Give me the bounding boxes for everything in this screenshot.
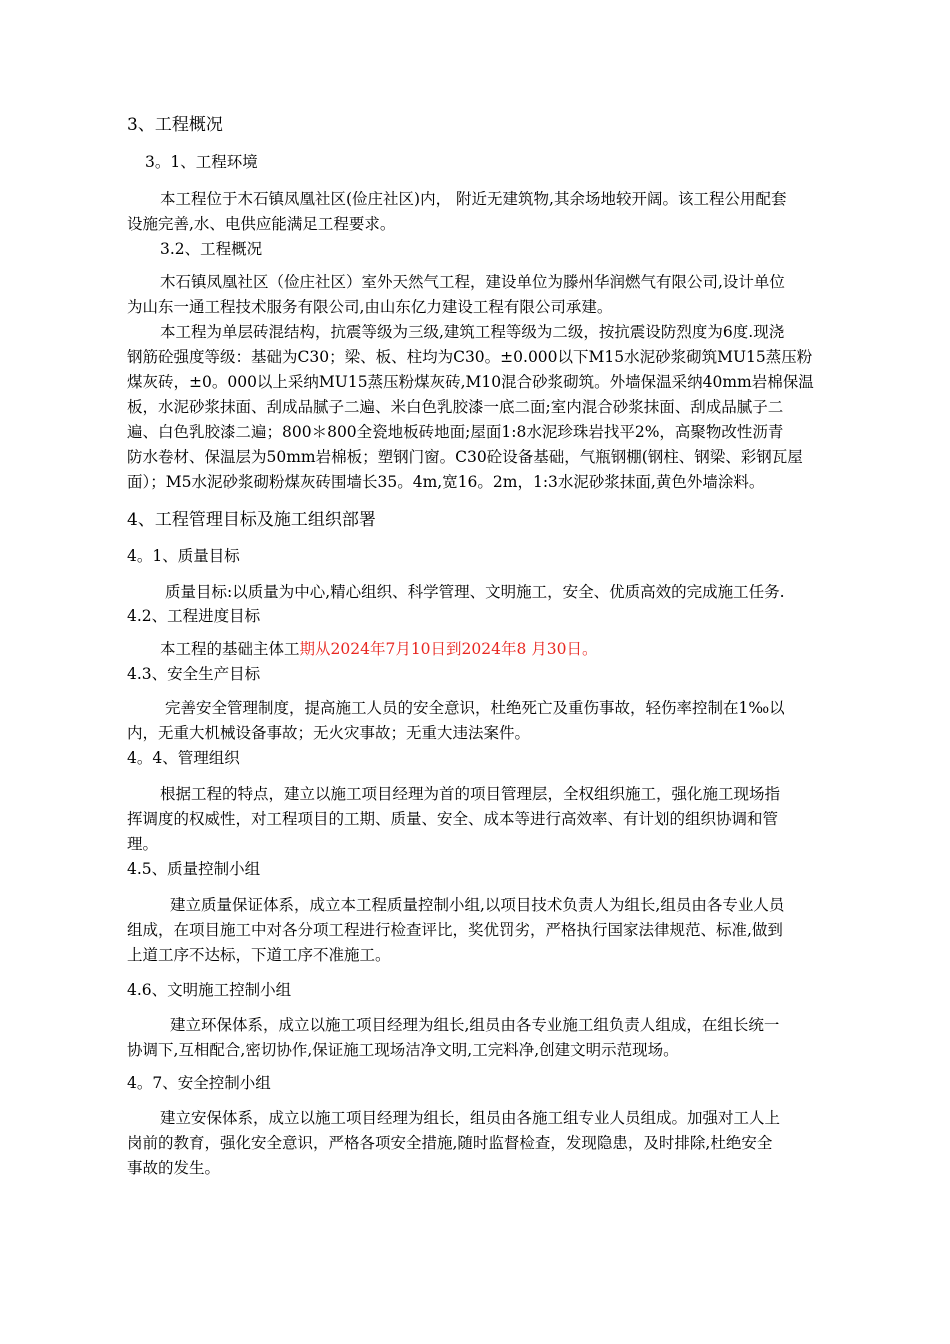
section-4-7-heading: 4。7、安全控制小组	[127, 1074, 271, 1092]
section-4-3-heading: 4.3、安全生产目标	[127, 665, 261, 683]
paragraph-line: 建立环保体系，成立以施工项目经理为组长,组员由各专业施工组负责人组成，在组长统一	[170, 1016, 780, 1034]
schedule-text: 本工程的基础主体工	[160, 640, 300, 658]
paragraph-line: 面）；M5水泥砂浆砌粉煤灰砖围墙长35。4m,宽16。2m，1:3水泥砂浆抹面,黄色外墙涂料。	[127, 473, 765, 491]
section-4-heading: 4、工程管理目标及施工组织部署	[127, 510, 376, 530]
section-4-1-heading: 4。1、质量目标	[127, 547, 240, 565]
paragraph-line: 本工程为单层砖混结构，抗震等级为三级,建筑工程等级为二级，按抗震设防烈度为6度.现浇	[160, 323, 785, 341]
paragraph-line: 木石镇凤凰社区（俭庄社区）室外天然气工程，建设单位为滕州华润燃气有限公司,设计单位	[160, 273, 785, 291]
paragraph-line: 内，无重大机械设备事故；无火灾事故；无重大违法案件。	[127, 724, 531, 742]
paragraph-line: 挥调度的权威性，对工程项目的工期、质量、安全、成本等进行高效率、有计划的组织协调和管	[127, 810, 779, 828]
paragraph-line: 质量目标:以质量为中心,精心组织、科学管理、文明施工，安全、优质高效的完成施工任务.	[165, 583, 785, 601]
paragraph-line: 为山东一通工程技术服务有限公司,由山东亿力建设工程有限公司承建。	[127, 298, 613, 316]
paragraph-line: 设施完善,水、电供应能满足工程要求。	[127, 215, 396, 233]
paragraph-line: 钢筋砼强度等级：基础为C30；梁、板、柱均为C30。±0.000以下M15水泥砂浆砌筑MU15蒸压粉	[127, 348, 813, 366]
paragraph-line: 岗前的教育，强化安全意识，严格各项安全措施,随时监督检查，发现隐患，及时排除,杜绝安全	[127, 1134, 773, 1152]
section-4-4-heading: 4。4、管理组织	[127, 749, 240, 767]
paragraph-line: 防水卷材、保温层为50mm岩棉板；塑钢门窗。C30砼设备基础，气瓶钢棚(钢柱、钢梁、彩钢瓦屋	[127, 448, 803, 466]
paragraph-line: 建立安保体系，成立以施工项目经理为组长，组员由各施工组专业人员组成。加强对工人上	[160, 1109, 781, 1127]
paragraph-line: 煤灰砖，±0。000以上采纳MU15蒸压粉煤灰砖,M10混合砂浆砌筑。外墙保温采纳40mm岩棉保温	[127, 373, 814, 391]
section-4-2-heading: 4.2、工程进度目标	[127, 607, 261, 625]
paragraph-line: 本工程位于木石镇凤凰社区(俭庄社区)内， 附近无建筑物,其余场地较开阔。该工程公用配套	[160, 190, 787, 208]
paragraph-line: 根据工程的特点，建立以施工项目经理为首的项目管理层，全权组织施工，强化施工现场指	[160, 785, 781, 803]
paragraph-line: 完善安全管理制度，提高施工人员的安全意识，杜绝死亡及重伤事故，轻伤率控制在1‰以	[165, 699, 785, 717]
paragraph-line: 建立质量保证体系，成立本工程质量控制小组,以项目技术负责人为组长,组员由各专业人员	[170, 896, 785, 914]
section-3-heading: 3、工程概况	[127, 115, 223, 135]
schedule-line	[160, 639, 598, 659]
paragraph-line: 协调下,互相配合,密切协作,保证施工现场洁净文明,工完料净,创建文明示范现场。	[127, 1041, 679, 1059]
schedule-dates-highlight: 期从2024年7月10日到2024年8 月30日。	[299, 640, 598, 658]
paragraph-line: 上道工序不达标，下道工序不准施工。	[127, 946, 391, 964]
section-3-1-heading: 3。1、工程环境	[145, 153, 258, 171]
paragraph-line: 组成，在项目施工中对各分项工程进行检查评比，奖优罚劣，严格执行国家法律规范、标准,做到	[127, 921, 783, 939]
paragraph-line: 板，水泥砂浆抹面、刮成品腻子二遍、米白色乳胶漆一底二面;室内混合砂浆抹面、刮成品腻子二	[127, 398, 784, 416]
paragraph-line: 理。	[127, 835, 159, 853]
paragraph-line: 事故的发生。	[127, 1159, 221, 1177]
section-4-5-heading: 4.5、质量控制小组	[127, 860, 261, 878]
section-3-2-heading: 3.2、工程概况	[160, 240, 263, 258]
section-4-6-heading: 4.6、文明施工控制小组	[127, 981, 292, 999]
paragraph-line: 遍、白色乳胶漆二遍；800＊800全瓷地板砖地面;屋面1:8水泥珍珠岩找平2%，高聚物改性沥青	[127, 423, 784, 441]
